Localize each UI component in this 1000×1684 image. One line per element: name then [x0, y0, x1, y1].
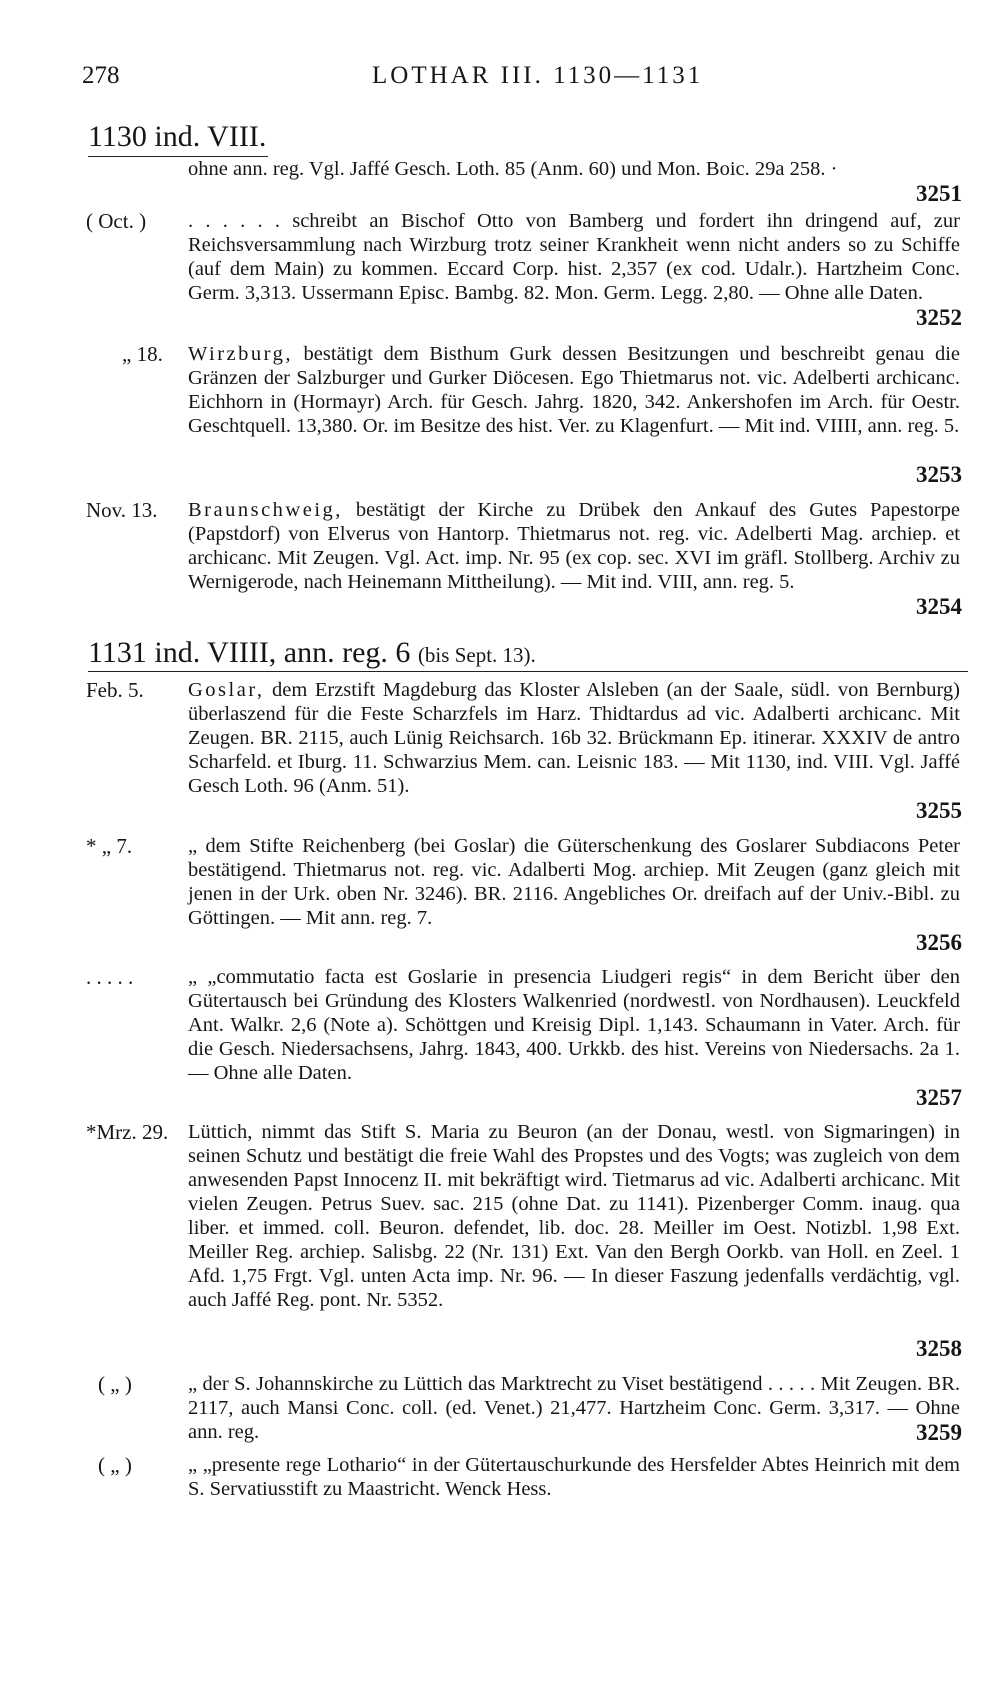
- entry-number: 3257: [916, 1085, 962, 1110]
- entry-number: 3252: [916, 305, 962, 330]
- entry-body: bestätigt dem Bisthum Gurk dessen Besitzungen und beschreibt genau die Gränzen der Salzburger und Gurker Diöcesen. Ego Thietmarus not. vic. Adelberti archicanc. Eichhorn in (Hormayr) Arch. für Gesch. Jahrg. 1820, 342. Ankershofen im Arch. für Oestr. Geschtquell. 13,380. Or. im Besitze des hist. Ver. zu Klagenfurt. — Mit ind. VIIII, ann. reg. 5.: [188, 343, 960, 437]
- running-head: [0, 62, 1000, 98]
- entry-date: ( Oct. ): [86, 209, 147, 233]
- entry-text: [188, 342, 960, 438]
- entry-text: „ „presente rege Lothario“ in der Gütertauschurkunde des Hersfelder Abtes Heinrich mit dem S. Servatiusstift zu Maastricht. Wenck Hess.: [188, 1454, 960, 1500]
- section-rule: [88, 671, 968, 672]
- entry-date: Feb. 5.: [86, 678, 144, 702]
- entry-date: . . . . .: [86, 965, 134, 989]
- entry-text: [188, 678, 960, 798]
- place-name: Goslar,: [188, 679, 265, 701]
- section-note: (bis Sept. 13).: [417, 643, 536, 667]
- entry-text: ohne ann. reg. Vgl. Jaffé Gesch. Loth. 85 (Anm. 60) und Mon. Boic. 29a 258. ·: [188, 158, 838, 180]
- entry-number: 3253: [916, 462, 962, 487]
- page-number: 278: [82, 62, 120, 89]
- entry-number: 3251: [916, 181, 962, 206]
- section-label: 1131 ind. VIIII, ann. reg. 6: [88, 636, 411, 669]
- section-heading-1130: [88, 120, 266, 154]
- entry-text: . . . . . . schreibt an Bischof Otto von Bamberg und fordert ihn dringend auf, zur Reichsversammlung nach Wirzburg trotz seiner Krankheit wenn nicht anders so zu Schiffe (auf dem Main) zu kommen. Eccard Corp. hist. 2,357 (ex cod. Udalr.). Hartzheim Conc. Germ. 3,313. Ussermann Episc. Bambg. 82. Mon. Germ. Legg. 2,80. — Ohne alle Daten.: [188, 210, 960, 304]
- entry-text: „ „commutatio facta est Goslarie in presencia Liudgeri regis“ in dem Bericht über den Gütertausch bei Gründung des Klosters Walkenried (nordwestl. von Nordhausen). Leuckfeld Ant. Walkr. 2,6 (Note a). Schöttgen und Kreisig Dipl. 1,143. Schaumann in Vater. Arch. für die Gesch. Niedersachsens, Jahrg. 1843, 400. Urkkb. des hist. Vereins von Niedersachs. 2a 1. — Ohne alle Daten.: [188, 966, 960, 1084]
- place-name: Wirzburg,: [188, 343, 293, 365]
- entry-number: 3258: [916, 1336, 962, 1361]
- section-label: 1130 ind. VIII.: [88, 120, 267, 153]
- entry-date: Nov. 13.: [86, 498, 158, 522]
- running-title: LOTHAR III. 1130—1131: [372, 62, 704, 89]
- entry-date: ( „ ): [98, 1453, 132, 1477]
- entry-body: dem Erzstift Magdeburg das Kloster Alsleben (an der Saale, südl. von Bernburg) überlaszend für die Feste Scharzfels im Harz. Thidtardus ad vic. Adalberti archicanc. Mit Zeugen. BR. 2115, auch Lünig Reichsarch. 16b 32. Brückmann Ep. itinerar. XXXIV de antro Scharfeld. et Iburg. 11. Schwarzius Mem. can. Leisnic 183. — Mit 1130, ind. VIII. Vgl. Jaffé Gesch Loth. 96 (Anm. 51).: [188, 679, 960, 797]
- entry-number: 3254: [916, 594, 962, 619]
- section-heading-1131: [88, 636, 536, 670]
- entry-number: 3256: [916, 930, 962, 955]
- place-name: Braunschweig,: [188, 499, 343, 521]
- entry-body: bestätigt der Kirche zu Drübek den Ankauf des Gutes Papestorpe (Papstdorf) von Elverus von Hantorp. Thietmarus not. reg. vic. Adelberti Mag. archiep. et archicanc. Mit Zeugen. Vgl. Act. imp. Nr. 95 (ex cop. sec. XVI im gräfl. Stollberg. Archiv zu Wernigerode, nach Heinemann Mittheilung). — Mit ind. VIII, ann. reg. 5.: [188, 499, 960, 593]
- entry-text: Lüttich, nimmt das Stift S. Maria zu Beuron (an der Donau, westl. von Sigmaringen) in seinen Schutz und bestätigt die freie Wahl des Propstes und des Vogts; was zugleich von dem anwesenden Papst Innocenz II. mit bekräftigt wird. Tietmarus ad vic. Adalberti archicanc. Mit vielen Zeugen. Petrus Suev. sac. 215 (ohne Dat. zu 1141). Pizenberger Comm. inaug. qua liber. et immed. coll. Beuron. defendet, lib. doc. 28. Meiller im Oest. Notizbl. 1,98 Ext. Meiller Reg. archiep. Salisbg. 22 (Nr. 131) Ext. Van den Bergh Oorkb. van Holl. en Zeel. 1 Afd. 1,75 Frgt. Vgl. unten Acta imp. Nr. 96. — In dieser Faszung jedenfalls verdächtig, vgl. auch Jaffé Reg. pont. Nr. 5352.: [188, 1121, 960, 1311]
- entry-date: *Mrz. 29.: [86, 1120, 169, 1144]
- entry-number: 3259: [916, 1420, 962, 1445]
- entry-number: 3255: [916, 798, 962, 823]
- entry-date: „ 18.: [122, 342, 163, 366]
- entry-date: * „ 7.: [86, 834, 133, 858]
- entry-date: ( „ ): [98, 1372, 132, 1396]
- entry-text: „ dem Stifte Reichenberg (bei Goslar) die Güterschenkung des Goslarer Subdiacons Peter bestätigend. Thietmarus not. reg. vic. Adalberti Mog. archiep. Mit Zeugen (ganz gleich mit jenen in der Urk. oben Nr. 3246). BR. 2116. Angebliches Or. dreifach auf der Univ.-Bibl. zu Göttingen. — Mit ann. reg. 7.: [188, 835, 960, 929]
- entry-text: [188, 498, 960, 594]
- entry-text: „ der S. Johannskirche zu Lüttich das Marktrecht zu Viset bestätigend . . . . . Mit Zeugen. BR. 2117, auch Mansi Conc. coll. (ed. Venet.) 21,477. Hartzheim Conc. Germ. 3,317. — Ohne ann. reg.: [188, 1373, 960, 1443]
